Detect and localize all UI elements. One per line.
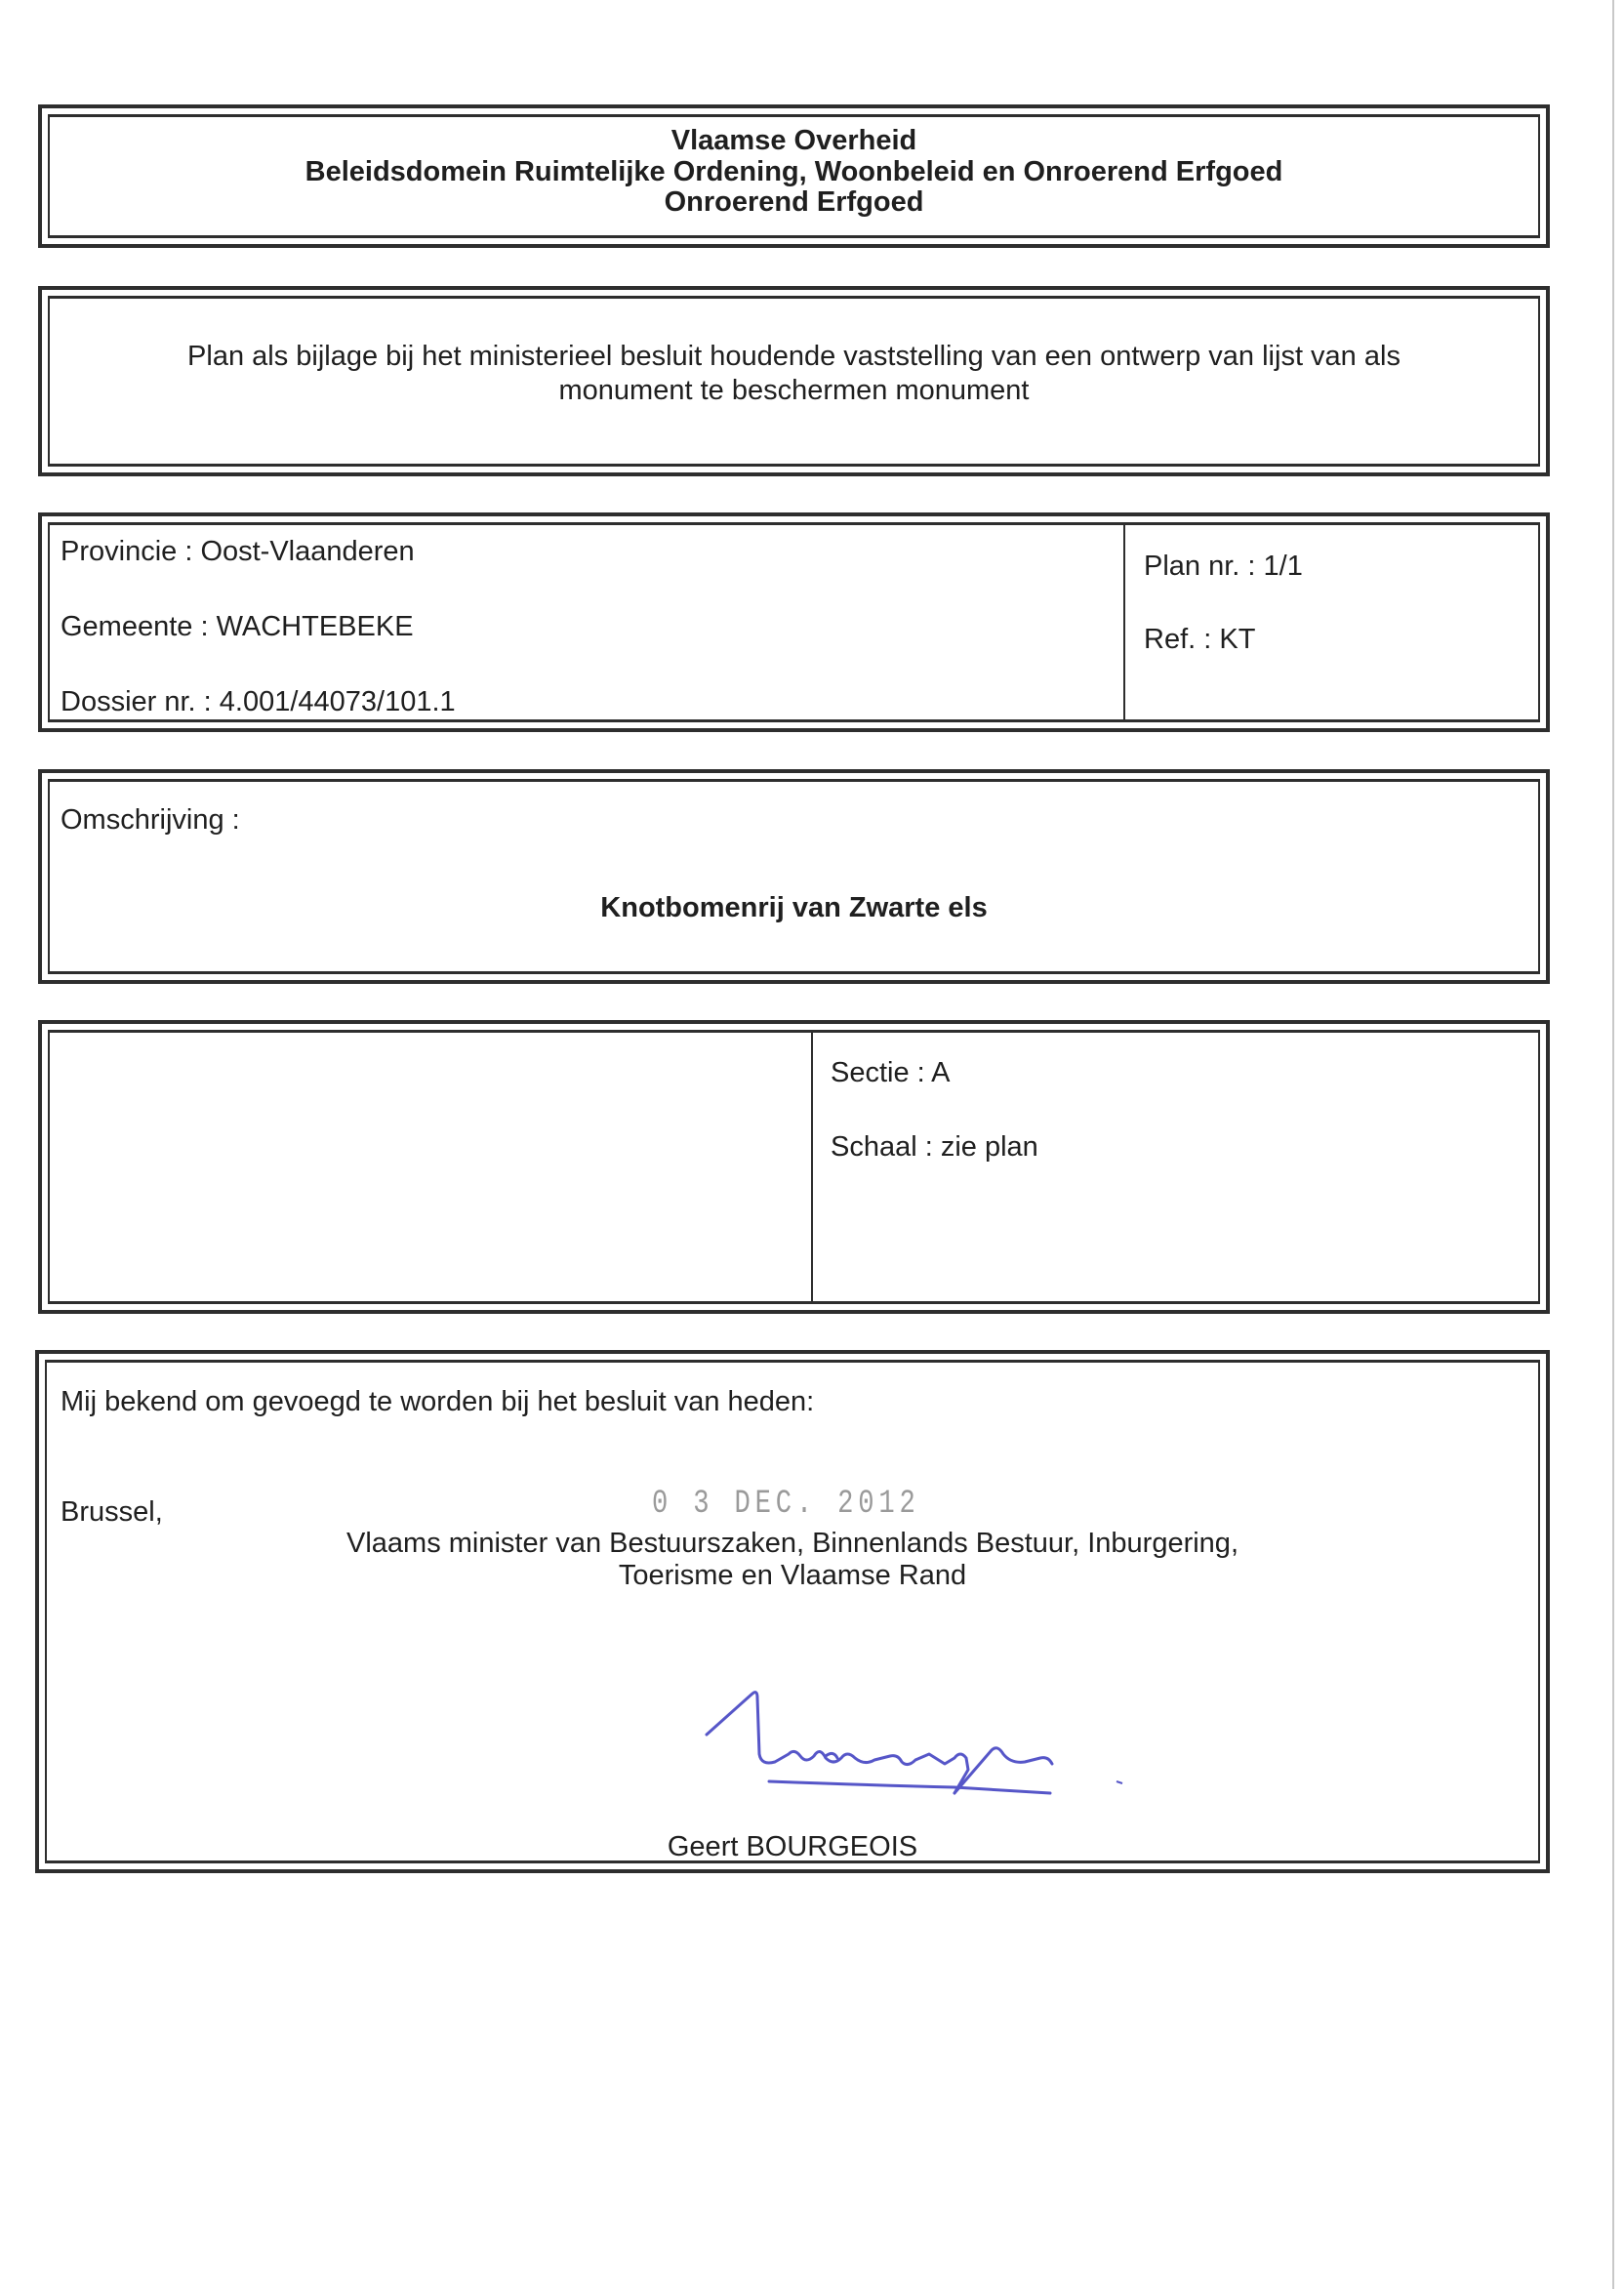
header-line-3: Onroerend Erfgoed (664, 186, 924, 218)
minister-title-line-1: Vlaams minister van Bestuurszaken, Binnenlands Bestuur, Inburgering, (346, 1528, 1238, 1559)
subject-line-1: Plan als bijlage bij het ministerieel besluit houdende vaststelling van een ontwerp van lijst van als (187, 341, 1401, 372)
description-value: Knotbomenrij van Zwarte els (600, 892, 988, 923)
cadastre-divider (811, 1033, 813, 1301)
approval-intro: Mij bekend om gevoegd te worden bij het besluit van heden: (61, 1386, 815, 1417)
scan-edge (1612, 0, 1614, 2289)
subject-box (38, 286, 1550, 476)
description-box-inner-border (48, 779, 1540, 974)
signature-icon (699, 1676, 1148, 1803)
reference-field: Ref. : KT (1144, 624, 1256, 655)
header-box (38, 104, 1550, 248)
location-info-box (38, 512, 1550, 732)
provincie-field: Provincie : Oost-Vlaanderen (61, 536, 415, 567)
schaal-field: Schaal : zie plan (831, 1131, 1038, 1163)
approval-place: Brussel, (61, 1496, 163, 1528)
date-stamp: 0 3 DEC. 2012 (652, 1486, 920, 1523)
location-info-divider (1123, 525, 1125, 719)
cadastre-box (38, 1020, 1550, 1314)
gemeente-field: Gemeente : WACHTEBEKE (61, 611, 414, 642)
sectie-field: Sectie : A (831, 1057, 951, 1088)
dossier-number-field: Dossier nr. : 4.001/44073/101.1 (61, 686, 456, 717)
plan-number-field: Plan nr. : 1/1 (1144, 551, 1303, 582)
header-line-1: Vlaamse Overheid (670, 125, 917, 156)
subject-line-2: monument te beschermen monument (558, 375, 1030, 406)
description-box (38, 769, 1550, 984)
cadastre-box-inner-border (48, 1030, 1540, 1304)
description-label: Omschrijving : (61, 804, 240, 836)
signatory-name: Geert BOURGEOIS (667, 1831, 918, 1862)
approval-box (35, 1350, 1550, 1873)
header-line-2: Beleidsdomein Ruimtelijke Ordening, Woonbeleid en Onroerend Erfgoed (304, 156, 1283, 187)
minister-title-line-2: Toerisme en Vlaamse Rand (618, 1560, 967, 1591)
